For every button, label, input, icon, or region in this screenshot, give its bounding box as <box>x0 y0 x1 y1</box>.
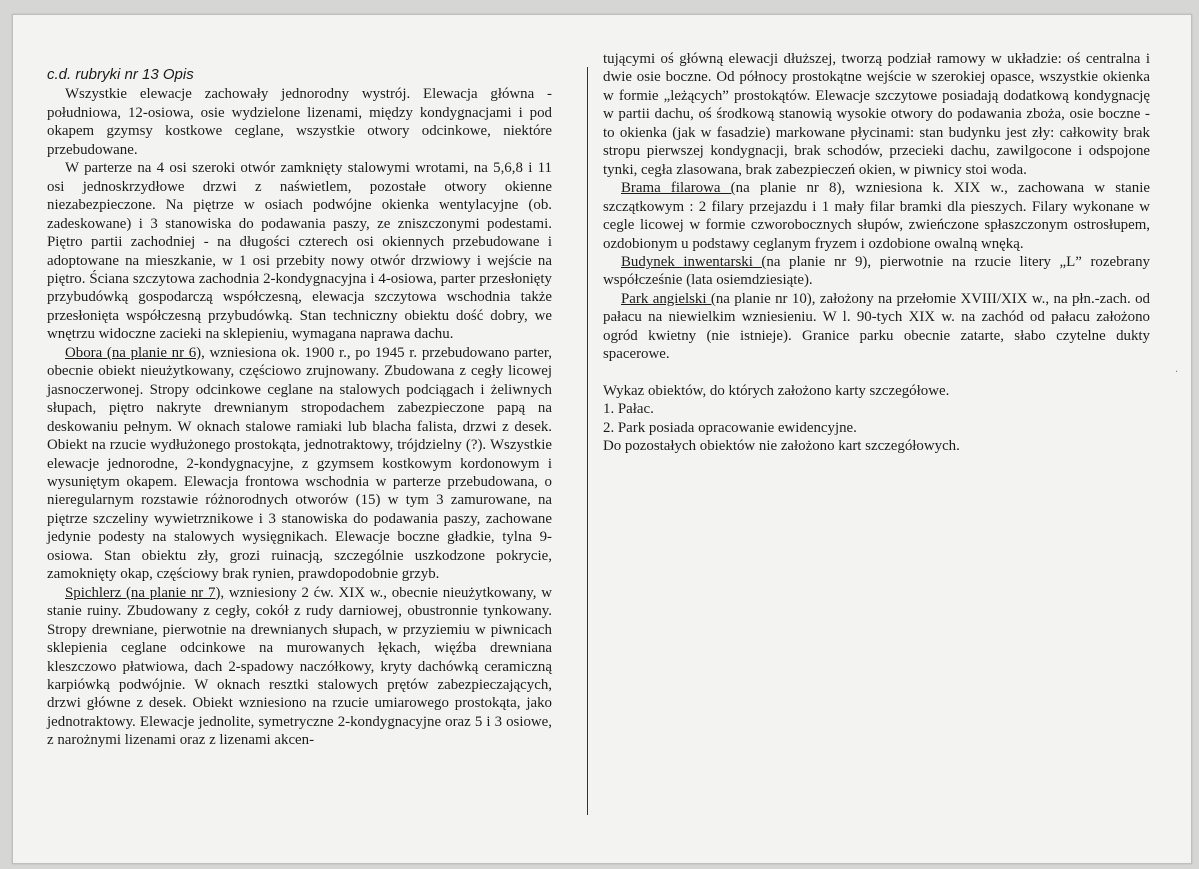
spichlerz-title: Spichlerz (na planie nr 7), <box>65 584 225 601</box>
obora-text: wzniesiona ok. 1900 r., po 1945 r. przebudowano parter, obecnie obiekt nieużytkowany, częściowo zrujnowany. Zbudowana z cegły licowej jasnoczerwonej. Stropy odcinkowe ceglane na stalowych podciągach i żeliwnych słupach, piętro nakryte drewnianym stropodachem zabezpieczone papą na deskowaniu pełnym. W oknach stalowe ramiaki lub blacha falista, drzwi z desek. Obiekt na rzucie wydłużonego prostokąta, jednotraktowy, trójdzielny (?). Wszystkie elewacje jednorodne, 2-kondygnacyjne, z gzymsem kostkowym kordonowym i wysuniętym okapem. Elewacja frontowa wschodnia w parterze przebudowana, o nieregularnym rozstawie różnorodnych otworów (15) w tym 3 zamurowane, na piętrze szczeliny wywietrznikowe i 3 stanowiska do podawania paszy, zachowane jedynie podesty na stalowych wysięgnikach. Elewacje boczne gładkie, tylna 9-osiowa. Stan obiektu zły, grozi ruinacją, szczególnie uszkodzone pokrycie, zamoknięty okap, częściowy brak rynien, prawdopodobnie grzyb. <box>47 344 553 583</box>
spacer <box>603 364 1150 382</box>
list-item: 2. Park posiada opracowanie ewidencyjne. <box>603 419 857 436</box>
brama-title: Brama filarowa ( <box>621 180 736 197</box>
list-item: Do pozostałych obiektów nie założono kart szczegółowych. <box>603 438 960 455</box>
list-title: Wykaz obiektów, do których założono karty szczegółowe. <box>603 382 950 399</box>
obora-title: Obora (na planie nr 6), <box>65 344 205 361</box>
list-item: 1. Pałac. <box>603 401 654 418</box>
budynek-text: na planie nr 9), pierwotnie na rzucie litery „L” rozebrany współcześnie (lata osiemdziesiąte). <box>603 253 1150 289</box>
park-title: Park angielski ( <box>621 290 716 307</box>
paragraph-elevations: Wszystkie elewacje zachowały jednorodny wystrój. Elewacja główna - południowa, 12-osiowa, osie wydzielone lizenami, między kondygnacjami i pod okapem gzymsy kostkowe ceglane, wszystkie otwory odcinkowe, niektóre przebudowane. <box>47 86 552 158</box>
object-list <box>603 382 1150 456</box>
paragraph-park <box>603 290 1150 364</box>
brama-text: na planie nr 8), wzniesiona k. XIX w., zachowana w stanie szczątkowym : 2 filary przejazdu i 1 mały filar bramki dla pieszych. Filary wykonane w cegle licowej w formie czworobocznych słupów, zwieńczone spłaszczonym ostrosłupem, ozdobionym u podstawy ceglanym fryzem i ozdobione owalną wnęką. <box>603 180 1150 252</box>
paragraph-spichlerz <box>47 584 552 750</box>
budynek-title: Budynek inwentarski ( <box>621 253 767 270</box>
paragraph-obora <box>47 344 552 584</box>
paragraph-brama <box>603 179 1150 253</box>
column-divider <box>587 67 588 815</box>
right-column <box>603 50 1150 456</box>
section-header: c.d. rubryki nr 13 Opis <box>47 66 194 83</box>
spichlerz-text: wzniesiony 2 ćw. XIX w., obecnie nieużytkowany, w stanie ruiny. Zbudowany z cegły, cokół z rudy darniowej, obustronnie tynkowany. Stropy drewniane, pierwotnie na drewnianych słupach, w przyziemiu w piwnicach sklepienia ceglane odcinkowe na murowanych łękach, więźba drewniana kleszczowo płatwiowa, dach 2-spadowy naczółkowy, kryty dachówką ceramiczną karpiówką podwójnie. W oknach resztki stalowych prętów zabezpieczających, drzwi główne z desek. Obiekt wzniesiono na rzucie umiarowego prostokąta, jako jednotraktowy. Elewacje jednolite, symetryczne 2-kondygnacyjne oraz 5 i 3 osiowe, z narożnymi lizenami oraz z lizenami akcen- <box>47 584 552 749</box>
paragraph-budynek <box>603 253 1150 290</box>
park-text: na planie nr 10), założony na przełomie XVIII/XIX w., na płn.-zach. od pałacu na niewielkim wzniesieniu. W l. 90-tych XIX w. na zachód od pałacu założono ogród kwietny (nie istnieje). Granice parku obecnie zatarte, słabo czytelne dukty spacerowe. <box>603 290 1150 363</box>
paragraph-spichlerz-continued: tującymi oś główną elewacji dłuższej, tworzą podział ramowy w układzie: oś centralna i dwie osie boczne. Od północy prostokątne wejście w szerokiej opasce, wszystkie okienka w formie „leżących” prostokątów. Elewacje szczytowe posiadają dodatkową kondygnację w partii dachu, oś środkową stanowią wysokie otwory do podawania zboża, osie boczne - to okienka (jak w fasadzie) markowane płycinami: stan budynku jest zły: całkowity brak stropu pierwszej kondygnacji, brak schodów, przecieki dachu, zawilgocone i odspojone tynki, cegła zlasowana, brak zabezpieczeń okien, w piwnicy stoi woda. <box>603 51 1150 178</box>
left-column <box>47 66 552 750</box>
paragraph-ground-floor: W parterze na 4 osi szeroki otwór zamknięty stalowymi wrotami, na 5,6,8 i 11 osi jednoskrzydłowe drzwi z naświetlem, pozostałe otwory okienne niezabezpieczone. Na piętrze w osiach podwójne okienka wentylacyjne (ob. zadeskowane) i 3 stanowiska do podawania paszy, ze zniszczonymi podestami. Piętro partii zachodniej - na długości czterech osi okiennych przebudowane i adoptowane na mieszkanie, w 1 osi przebity nowy otwór drzwiowy i wejście na piętro. Ściana szczytowa zachodnia 2-kondygnacyjna i 4-osiowa, parter przesłonięty przybudówką gospodarczą współczesną, elewacja szczytowa wschodnia także przesłonięta współczesną przybudówką. Stan techniczny obiektu dość dobry, we wnętrzu widoczne zacieki na sklepieniu, wymagana naprawa dachu. <box>47 160 552 343</box>
margin-mark: · <box>1175 367 1179 378</box>
